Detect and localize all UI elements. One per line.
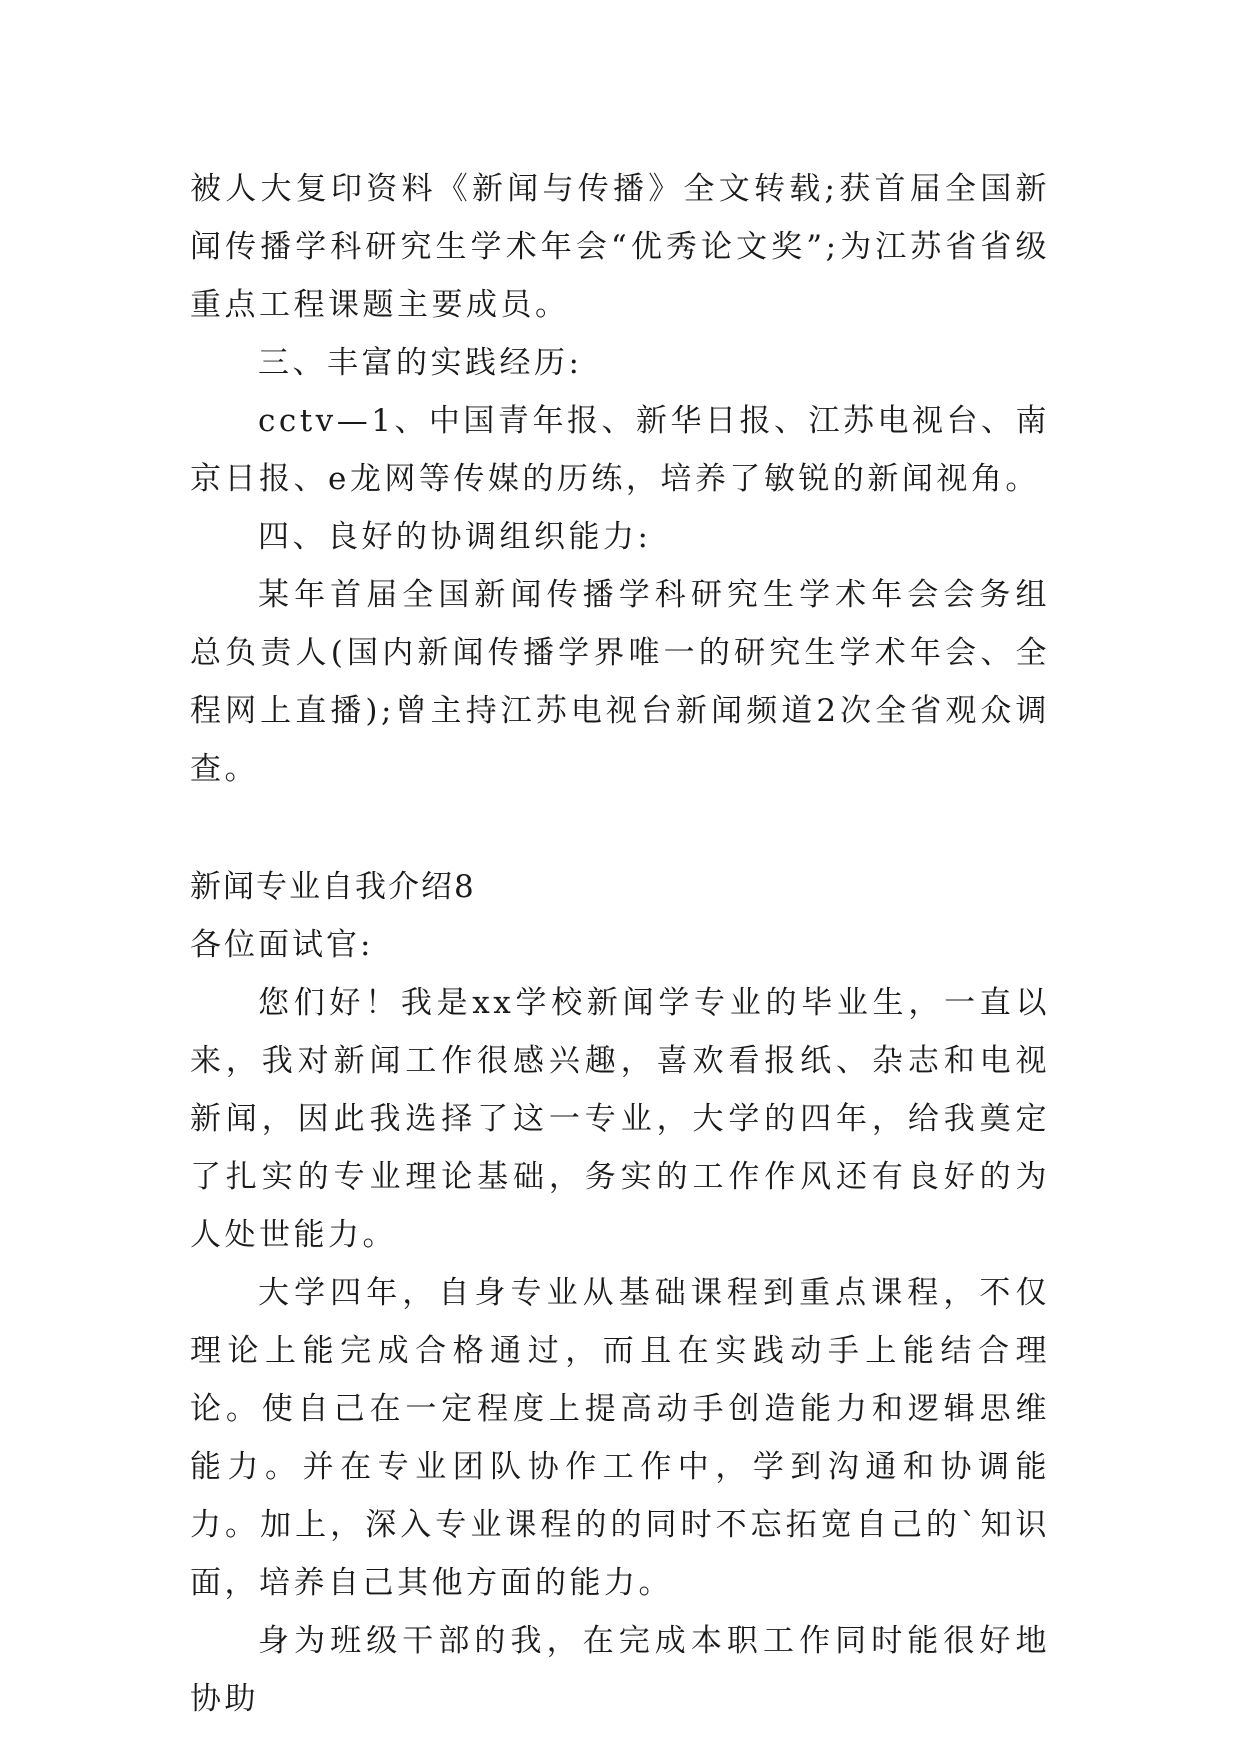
heading-practice-experience: 三、丰富的实践经历: xyxy=(258,345,583,381)
paragraph-greeting: 您们好！我是xx学校新闻学专业的毕业生，一直以来，我对新闻工作很感兴趣，喜欢看报纸、杂志和电视新闻，因此我选择了这一专业，大学的四年，给我奠定了扎实的专业理论基础，务实的工作作风还有良好的为人处世能力。 xyxy=(190,985,1050,1253)
paragraph-practice-experience: cctv—1、中国青年报、新华日报、江苏电视台、南京日报、e龙网等传媒的历练，培养了敏锐的新闻视角。 xyxy=(190,403,1050,497)
salutation: 各位面试官: xyxy=(190,927,374,963)
paragraph-publications: 被人大复印资料《新闻与传播》全文转载;获首届全国新闻传播学科研究生学术年会“优秀论文奖”;为江苏省省级重点工程课题主要成员。 xyxy=(190,171,1050,323)
heading-coordination-ability: 四、良好的协调组织能力: xyxy=(258,519,652,555)
paragraph-class-cadre: 身为班级干部的我，在完成本职工作同时能很好地协助 xyxy=(190,1623,1050,1717)
paragraph-coordination-ability: 某年首届全国新闻传播学科研究生学术年会会务组总负责人(国内新闻传播学界唯一的研究生学术年会、全程网上直播);曾主持江苏电视台新闻频道2次全省观众调查。 xyxy=(190,577,1050,787)
paragraph-university-study: 大学四年，自身专业从基础课程到重点课程，不仅理论上能完成合格通过，而且在实践动手上能结合理论。使自己在一定程度上提高动手创造能力和逻辑思维能力。并在专业团队协作工作中，学到沟通和协调能力。加上，深入专业课程的的同时不忘拓宽自己的`知识面，培养自己其他方面的能力。 xyxy=(190,1275,1050,1601)
document-body xyxy=(190,160,1050,1728)
section-title: 新闻专业自我介绍8 xyxy=(190,869,476,905)
